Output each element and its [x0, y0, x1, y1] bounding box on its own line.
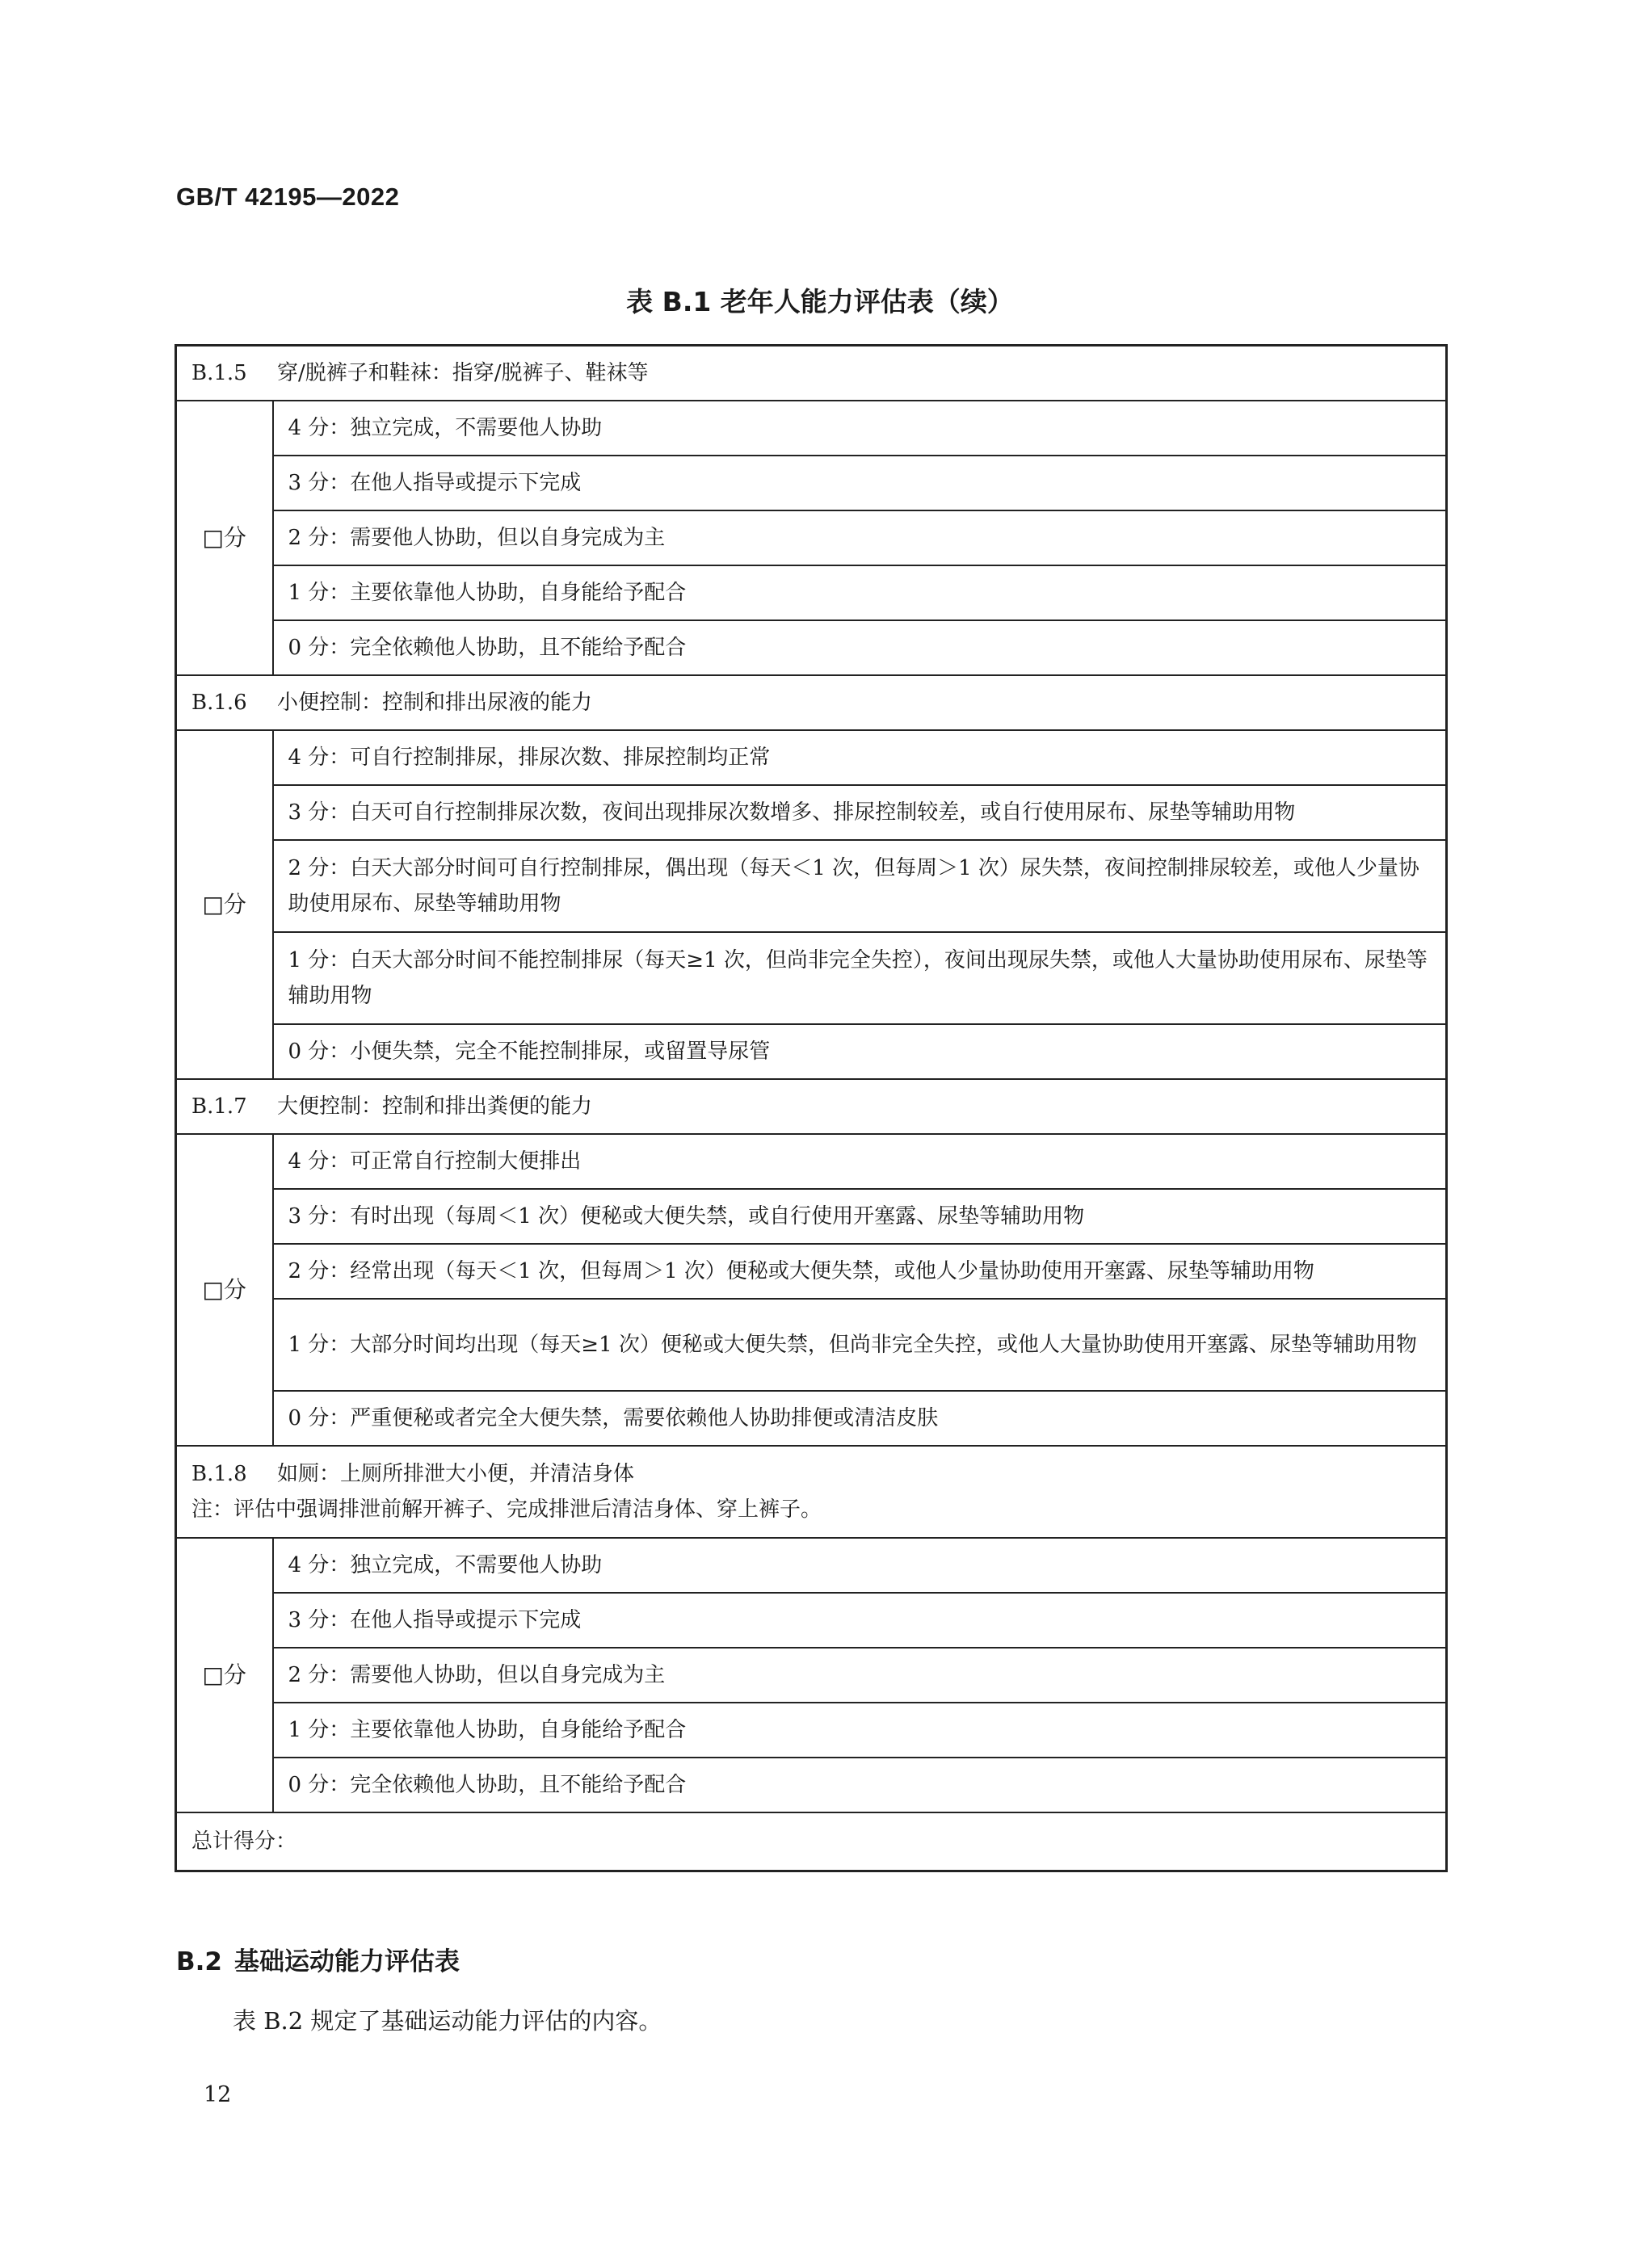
- section-heading: [176, 1941, 460, 1977]
- section-row: [176, 1446, 1447, 1538]
- section-title: 如厕：上厕所排泄大小便，并清洁身体: [277, 1462, 635, 1486]
- page-number: 12: [204, 2082, 232, 2107]
- option-row: [176, 401, 1447, 456]
- section-code: B.1.5: [191, 361, 247, 385]
- section-b-1-6-header: [176, 675, 1447, 730]
- option-cell: 1 分：主要依靠他人协助，自身能给予配合: [273, 1703, 1447, 1758]
- section-note: 注：评估中强调排泄前解开裤子、完成排泄后清洁身体、穿上裤子。: [191, 1497, 822, 1522]
- option-cell: 1 分：大部分时间均出现（每天≥1 次）便秘或大便失禁，但尚非完全失控，或他人大量协助使用开塞露、尿垫等辅助用物: [273, 1299, 1447, 1391]
- option-cell: 2 分：经常出现（每天＜1 次，但每周＞1 次）便秘或大便失禁，或他人少量协助使用开塞露、尿垫等辅助用物: [273, 1244, 1447, 1299]
- section-code: B.1.7: [191, 1094, 247, 1119]
- section-code: B.1.6: [191, 691, 247, 715]
- section-b-1-8-header: [176, 1446, 1447, 1538]
- option-cell: 2 分：白天大部分时间可自行控制排尿，偶出现（每天＜1 次，但每周＞1 次）尿失禁，夜间控制排尿较差，或他人少量协助使用尿布、尿垫等辅助用物: [273, 840, 1447, 932]
- section-title: 大便控制：控制和排出粪便的能力: [277, 1094, 593, 1119]
- section-heading-text: 基础运动能力评估表: [234, 1947, 460, 1976]
- section-b-1-5-header: [176, 346, 1447, 401]
- option-cell: 4 分：可自行控制排尿，排尿次数、排尿控制均正常: [273, 730, 1447, 785]
- option-row: [176, 565, 1447, 620]
- option-row: [176, 785, 1447, 840]
- option-cell: 0 分：完全依赖他人协助，且不能给予配合: [273, 620, 1447, 675]
- score-field[interactable]: □分: [176, 401, 273, 675]
- section-b-1-7-header: [176, 1079, 1447, 1134]
- section-row: [176, 346, 1447, 401]
- assessment-table: [175, 344, 1448, 1872]
- option-row: [176, 1391, 1447, 1446]
- option-row: [176, 840, 1447, 932]
- option-row: [176, 1648, 1447, 1703]
- option-row: [176, 1134, 1447, 1189]
- option-row: [176, 1024, 1447, 1079]
- section-code: B.1.8: [191, 1462, 247, 1486]
- total-score-label[interactable]: 总计得分：: [176, 1812, 1447, 1871]
- option-cell: 3 分：在他人指导或提示下完成: [273, 1593, 1447, 1648]
- option-cell: 4 分：独立完成，不需要他人协助: [273, 1538, 1447, 1593]
- table-caption: 表 B.1 老年人能力评估表（续）: [626, 286, 1014, 317]
- paragraph: 表 B.2 规定了基础运动能力评估的内容。: [233, 2007, 662, 2035]
- option-cell: 3 分：有时出现（每周＜1 次）便秘或大便失禁，或自行使用开塞露、尿垫等辅助用物: [273, 1189, 1447, 1244]
- standard-number: GB/T 42195—2022: [176, 183, 400, 211]
- option-row: [176, 1593, 1447, 1648]
- option-row: [176, 1189, 1447, 1244]
- option-row: [176, 510, 1447, 565]
- option-cell: 3 分：在他人指导或提示下完成: [273, 456, 1447, 510]
- option-cell: 0 分：严重便秘或者完全大便失禁，需要依赖他人协助排便或清洁皮肤: [273, 1391, 1447, 1446]
- section-title: 穿/脱裤子和鞋袜：指穿/脱裤子、鞋袜等: [277, 361, 649, 385]
- option-cell: 3 分：白天可自行控制排尿次数，夜间出现排尿次数增多、排尿控制较差，或自行使用尿布、尿垫等辅助用物: [273, 785, 1447, 840]
- option-row: [176, 932, 1447, 1024]
- option-cell: 0 分：小便失禁，完全不能控制排尿，或留置导尿管: [273, 1024, 1447, 1079]
- option-cell: 4 分：独立完成，不需要他人协助: [273, 401, 1447, 456]
- option-cell: 1 分：白天大部分时间不能控制排尿（每天≥1 次，但尚非完全失控），夜间出现尿失禁，或他人大量协助使用尿布、尿垫等辅助用物: [273, 932, 1447, 1024]
- option-row: [176, 456, 1447, 510]
- option-row: [176, 1758, 1447, 1812]
- section-row: [176, 1079, 1447, 1134]
- option-cell: 0 分：完全依赖他人协助，且不能给予配合: [273, 1758, 1447, 1812]
- option-row: [176, 1244, 1447, 1299]
- option-cell: 2 分：需要他人协助，但以自身完成为主: [273, 1648, 1447, 1703]
- score-field[interactable]: □分: [176, 1134, 273, 1446]
- option-row: [176, 1538, 1447, 1593]
- option-row: [176, 730, 1447, 785]
- score-field[interactable]: □分: [176, 730, 273, 1079]
- section-title: 小便控制：控制和排出尿液的能力: [277, 691, 593, 715]
- score-field[interactable]: □分: [176, 1538, 273, 1812]
- option-cell: 1 分：主要依靠他人协助，自身能给予配合: [273, 565, 1447, 620]
- total-row: [176, 1812, 1447, 1871]
- option-cell: 2 分：需要他人协助，但以自身完成为主: [273, 510, 1447, 565]
- option-row: [176, 1703, 1447, 1758]
- option-row: [176, 1299, 1447, 1391]
- option-cell: 4 分：可正常自行控制大便排出: [273, 1134, 1447, 1189]
- section-row: [176, 675, 1447, 730]
- option-row: [176, 620, 1447, 675]
- section-number: B.2: [176, 1947, 222, 1976]
